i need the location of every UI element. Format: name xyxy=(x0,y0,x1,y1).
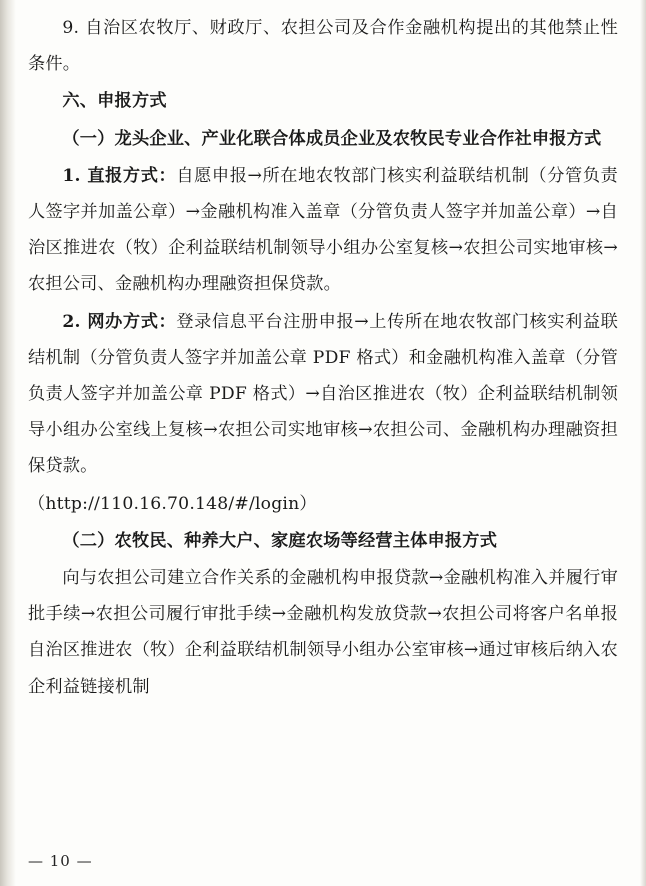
subsection-one-heading: （一）龙头企业、产业化联合体成员企业及农牧民专业合作社申报方式 xyxy=(62,128,602,149)
page-left-binding-shadow xyxy=(0,0,16,886)
business-entity-flow-paragraph: 向与农担公司建立合作关系的金融机构申报贷款→金融机构准入并履行审批手续→农担公司履行审批手续→金融机构发放贷款→农担公司将客户名单报自治区推进农（牧）企利益联结机制领导小组办公室审核→通过审核后纳入农企利益链接机制 xyxy=(28,568,618,697)
page-number-footer: — 10 — xyxy=(28,852,93,870)
item-9-paragraph: 9. 自治区农牧厅、财政厅、农担公司及合作金融机构提出的其他禁止性条件。 xyxy=(28,18,618,75)
document-body xyxy=(28,10,618,706)
section-six-heading: 六、申报方式 xyxy=(62,91,167,112)
online-application-paragraph xyxy=(28,304,618,485)
page-right-edge-shadow xyxy=(640,0,646,886)
subsection-two-heading: （二）农牧民、种养大户、家庭农场等经营主体申报方式 xyxy=(62,530,498,551)
direct-application-text: 自愿申报→所在地农牧部门核实利益联结机制（分管负责人签字并加盖公章）→金融机构准入盖章（分管负责人签字并加盖公章）→自治区推进农（牧）企利益联结机制领导小组办公室复核→农担公司实地审核→农担公司、金融机构办理融资担保贷款。 xyxy=(28,165,619,295)
platform-url-paragraph: （http://110.16.70.148/#/login） xyxy=(28,493,317,514)
online-application-label: 2. 网办方式： xyxy=(62,311,177,332)
direct-application-label: 1. 直报方式： xyxy=(62,165,177,186)
online-application-text: 登录信息平台注册申报→上传所在地农牧部门核实利益联结机制（分管负责人签字并加盖公章 PDF 格式）和金融机构准入盖章（分管负责人签字并加盖公章 PDF 格式）→自治区推进农（牧）企利益联结机制领导小组办公室线上复核→农担公司实地审核→农担公司、金融机构办理融资担保贷款。 xyxy=(28,311,619,477)
direct-application-paragraph xyxy=(28,158,618,303)
